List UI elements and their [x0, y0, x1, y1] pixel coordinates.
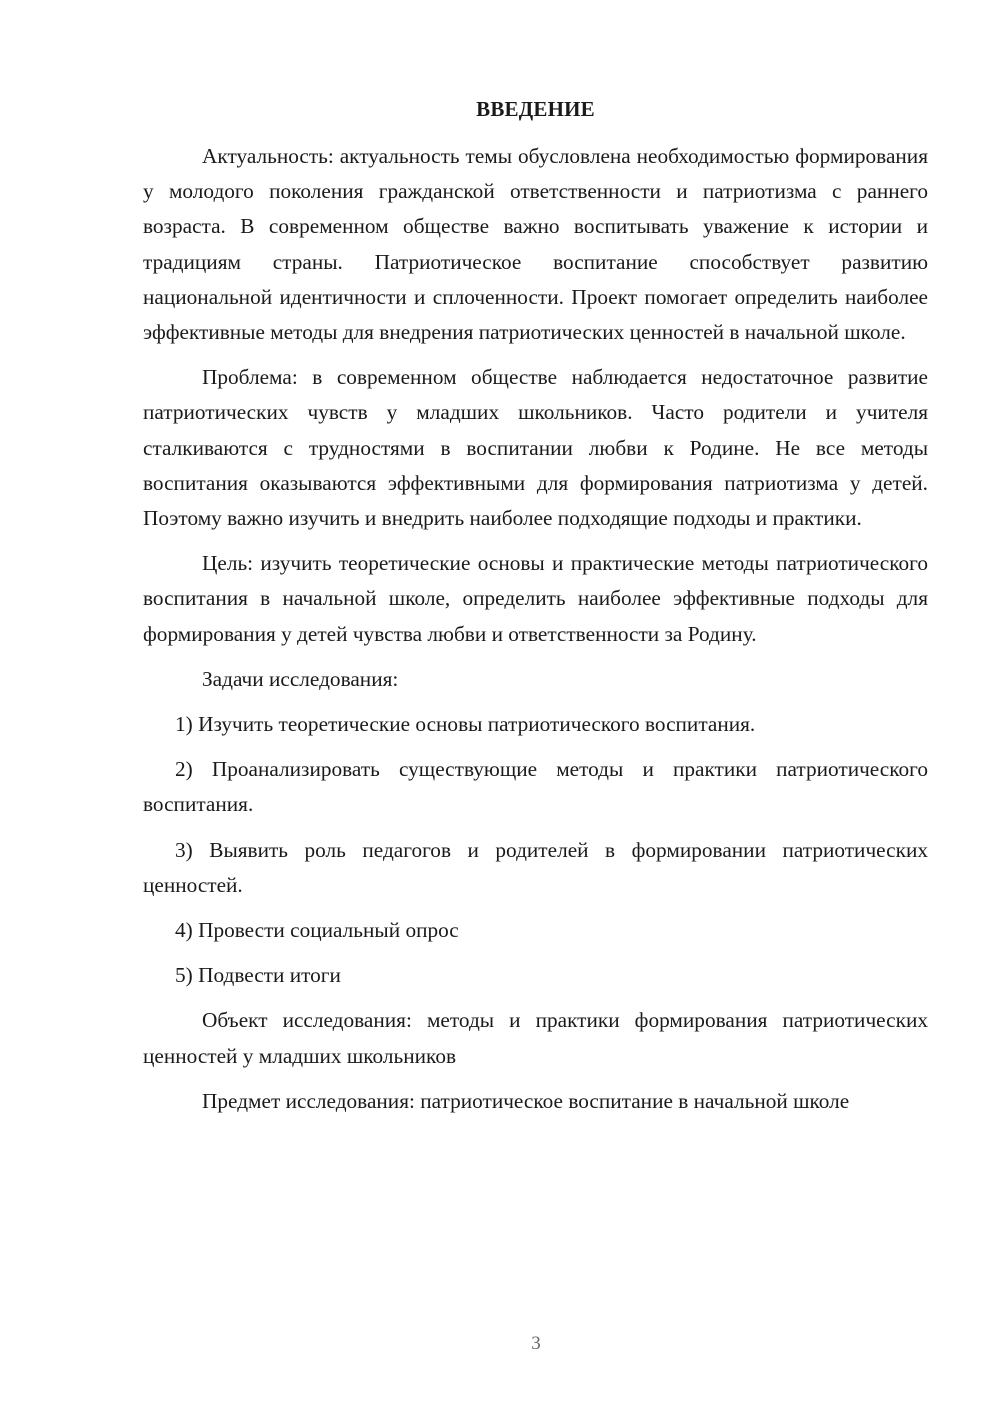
problem-paragraph: Проблема: в современном обществе наблюдается недостаточное развитие патриотических чувств у младших школьников. Часто родители и учителя сталкиваются с трудностями в воспитании любви к Родине. Не все методы воспитания оказываются эффективными для формирования патриотизма у детей. Поэтому важно изучить и внедрить наиболее подходящие подходы и практики.: [143, 365, 928, 531]
object-paragraph: Объект исследования: методы и практики формирования патриотических ценностей у младших школьников: [143, 1008, 928, 1068]
task-item-5: 5) Подвести итоги: [175, 963, 341, 988]
section-title: ВВЕДЕНИЕ: [476, 97, 595, 121]
subject-paragraph: Предмет исследования: патриотическое воспитание в начальной школе: [202, 1088, 850, 1113]
document-page: [143, 92, 928, 1129]
task-item-4: 4) Провести социальный опрос: [175, 918, 459, 943]
goal-paragraph: Цель: изучить теоретические основы и практические методы патриотического воспитания в начальной школе, определить наиболее эффективные подходы для формирования у детей чувства любви и ответственности за Родину.: [143, 551, 928, 646]
relevance-paragraph: Актуальность: актуальность темы обусловлена необходимостью формирования у молодого поколения гражданской ответственности и патриотизма с раннего возраста. В современном обществе важно воспитывать уважение к истории и традициям страны. Патриотическое воспитание способствует развитию национальной идентичности и сплоченности. Проект помогает определить наиболее эффективные методы для внедрения патриотических ценностей в начальной школе.: [143, 144, 928, 345]
tasks-heading: Задачи исследования:: [202, 666, 399, 691]
page-number: 3: [531, 1333, 541, 1354]
task-item-2: 2) Проанализировать существующие методы и практики патриотического воспитания.: [143, 757, 928, 817]
task-item-1: 1) Изучить теоретические основы патриотического воспитания.: [175, 712, 756, 737]
task-item-3: 3) Выявить роль педагогов и родителей в формировании патриотических ценностей.: [143, 837, 928, 897]
